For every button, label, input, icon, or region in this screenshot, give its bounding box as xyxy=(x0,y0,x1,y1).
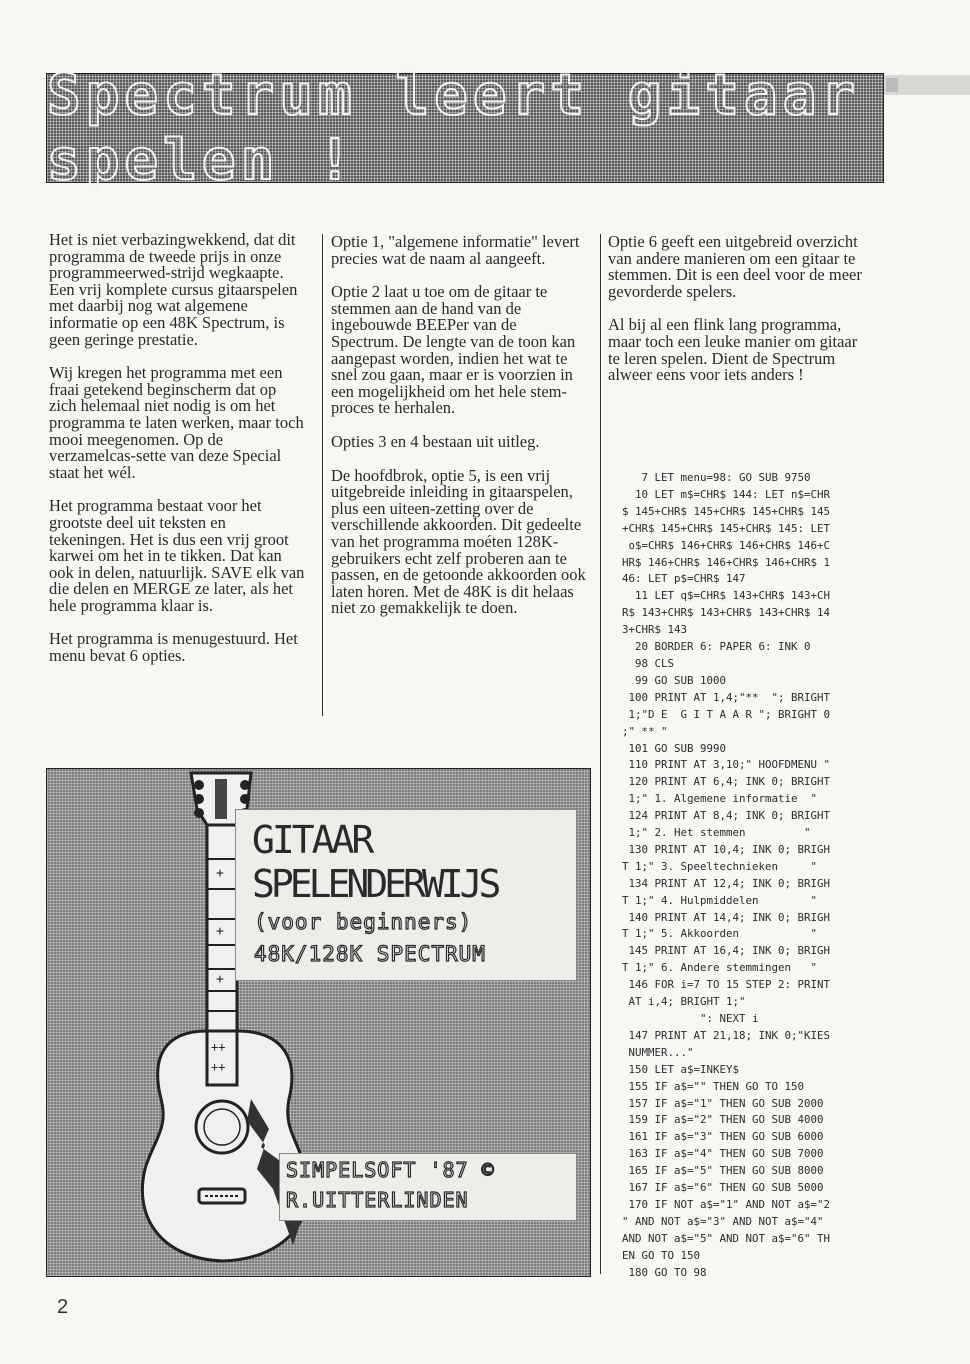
code-line: T 1;" 5. Akkoorden " xyxy=(622,927,818,941)
svg-text:+: + xyxy=(216,866,224,881)
code-line: R$ 143+CHR$ 143+CHR$ 143+CHR$ 14 xyxy=(622,606,831,620)
code-line: 146 FOR i=7 TO 15 STEP 2: PRINT xyxy=(622,978,831,992)
paragraph: Optie 1, "algemene informatie" levert precies wat de naam al aangeeft. xyxy=(331,232,580,268)
game-subtitle: (voor beginners) xyxy=(254,910,473,934)
code-line: NUMMER..." xyxy=(622,1045,694,1059)
article-column-1 xyxy=(49,232,305,682)
code-line: 20 BORDER 6: PAPER 6: INK 0 xyxy=(622,640,811,654)
paragraph: Het is niet verbazingwekkend, dat dit programma de tweede prijs in onze programmeerwed-strijd wegkaapte. Een vrij komplete cursus gitaarspelen met daarbij nog wat algemene informatie op een 48K Spectrum, is geen geringe prestatie. xyxy=(49,230,298,349)
game-title-line-2: SPELENDERWIJS xyxy=(252,862,498,906)
article-column-2 xyxy=(331,234,587,634)
code-line: 99 GO SUB 1000 xyxy=(622,673,727,687)
code-line: 170 IF NOT a$="1" AND NOT a$="2 xyxy=(622,1197,831,1211)
paragraph: Het programma bestaat voor het grootste deel uit teksten en tekeningen. Het is dus een vrij groot karwei om het in te tikken. Dat kan ook in delen, natuurlijk. SAVE elk van die delen en MERGE ze later, als het hele programma klaar is. xyxy=(49,496,305,615)
code-line: AND NOT a$="5" AND NOT a$="6" TH xyxy=(622,1231,831,1245)
code-line: 3+CHR$ 143 xyxy=(622,623,688,637)
code-line: AT i,4; BRIGHT 1;" xyxy=(622,995,746,1009)
paragraph: Al bij al een flink lang programma, maar toch een leuke manier om gitaar te leren spelen. Dient de Spectrum alweer eens voor iets anders ! xyxy=(608,315,858,385)
code-line: 124 PRINT AT 8,4; INK 0; BRIGHT xyxy=(622,809,831,823)
game-title-line-1: GITAAR xyxy=(252,818,372,862)
edge-tab-decoration xyxy=(884,75,970,95)
paragraph: De hoofdbrok, optie 5, is een vrij uitgebreide inleiding in gitaarspelen, plus een uiteen-zetting over de verschillende akkoorden. Dit gedeelte van het programma moéten 128K-gebruikers echt zelf proberen aan te passen, en de getoonde akkoorden ook laten horen. Met de 48K is dit helaas niet zo gemakkelijk te doen. xyxy=(331,465,586,618)
code-line: 134 PRINT AT 12,4; INK 0; BRIGH xyxy=(622,876,831,890)
code-line: 46: LET p$=CHR$ 147 xyxy=(622,572,746,586)
page-number: 2 xyxy=(57,1296,69,1318)
code-line: 110 PRINT AT 3,10;" HOOFDMENU " xyxy=(622,758,831,772)
svg-text:+: + xyxy=(216,972,224,987)
code-line: 147 PRINT AT 21,18; INK 0;"KIES xyxy=(622,1028,831,1042)
paragraph: Optie 6 geeft een uitgebreid overzicht van andere manieren om een gitaar te stemmen. Dit is een deel voor de meer gevorderde spelers. xyxy=(608,232,862,301)
code-line: 120 PRINT AT 6,4; INK 0; BRIGHT xyxy=(622,775,831,789)
code-line: 1;" 1. Algemene informatie " xyxy=(622,792,818,806)
code-line: 10 LET m$=CHR$ 144: LET n$=CHR xyxy=(622,487,831,501)
code-line: ": NEXT i xyxy=(622,1012,759,1025)
code-line: 180 GO TO 98 xyxy=(622,1265,707,1279)
code-line: 161 IF a$="3" THEN GO SUB 6000 xyxy=(622,1130,824,1144)
svg-text:+: + xyxy=(216,924,224,939)
code-line: 98 CLS xyxy=(622,656,675,670)
code-line: ;" ** " xyxy=(622,724,668,738)
code-line: EN GO TO 150 xyxy=(622,1248,701,1262)
code-line: o$=CHR$ 146+CHR$ 146+CHR$ 146+C xyxy=(622,538,831,552)
paragraph: Optie 2 laat u toe om de gitaar te stemmen aan de hand van de ingebouwde BEEPer van de Spectrum. De lengte van de toon kan aangepast worden, indien het wat te snel zou gaan, maar er is voorzien in een mogelijkheid om het hele stem-proces te herhalen. xyxy=(331,282,576,418)
title-screen-image xyxy=(46,768,591,1277)
article-column-3 xyxy=(608,234,868,401)
paragraph: Wij kregen het programma met een fraai getekend beginscherm dat op zich helemaal niet nodig is om het programma te laten werken, maar toch mooi meegenomen. Op de verzamelcas-sette van deze Special staat het wél. xyxy=(49,363,304,482)
paragraph: Het programma is menugestuurd. Het menu bevat 6 opties. xyxy=(49,629,298,666)
basic-program-listing xyxy=(622,470,880,1282)
title-box xyxy=(235,809,577,981)
code-line: 1;" 2. Het stemmen " xyxy=(622,826,811,840)
code-line: $ 145+CHR$ 145+CHR$ 145+CHR$ 145 xyxy=(622,504,831,518)
paragraph: Opties 3 en 4 bestaan uit uitleg. xyxy=(331,431,540,451)
code-line: 130 PRINT AT 10,4; INK 0; BRIGH xyxy=(622,842,831,856)
code-line: T 1;" 6. Andere stemmingen " xyxy=(622,961,818,975)
code-line: T 1;" 4. Hulpmiddelen " xyxy=(622,893,818,907)
code-line: 145 PRINT AT 16,4; INK 0; BRIGH xyxy=(622,944,831,958)
title-banner xyxy=(46,63,884,193)
code-line: " AND NOT a$="3" AND NOT a$="4" xyxy=(622,1214,824,1228)
code-line: +CHR$ 145+CHR$ 145+CHR$ 145: LET xyxy=(622,521,831,535)
code-line: 165 IF a$="5" THEN GO SUB 8000 xyxy=(622,1164,824,1178)
code-line: 7 LET menu=98: GO SUB 9750 xyxy=(622,471,811,484)
code-line: 140 PRINT AT 14,4; INK 0; BRIGH xyxy=(622,910,831,924)
code-line: 101 GO SUB 9990 xyxy=(622,741,727,755)
svg-text:++: ++ xyxy=(211,1040,226,1054)
code-line: 159 IF a$="2" THEN GO SUB 4000 xyxy=(622,1113,824,1127)
column-divider-right xyxy=(600,234,601,1274)
code-line: 157 IF a$="1" THEN GO SUB 2000 xyxy=(622,1096,824,1110)
author-credit: R.UITTERLINDEN xyxy=(286,1188,469,1212)
page-title: Spectrum leert gitaar spelen ! xyxy=(47,63,861,193)
code-line: 100 PRINT AT 1,4;"** "; BRIGHT xyxy=(622,690,831,704)
code-line: 163 IF a$="4" THEN GO SUB 7000 xyxy=(622,1147,824,1161)
code-line: 150 LET a$=INKEY$ xyxy=(622,1062,740,1076)
platform-label: 48K/128K SPECTRUM xyxy=(254,942,486,966)
code-line: 167 IF a$="6" THEN GO SUB 5000 xyxy=(622,1181,824,1195)
code-line: 11 LET q$=CHR$ 143+CHR$ 143+CH xyxy=(622,589,831,603)
code-line: HR$ 146+CHR$ 146+CHR$ 146+CHR$ 1 xyxy=(622,555,831,569)
credits-box xyxy=(279,1153,577,1221)
code-line: T 1;" 3. Speeltechnieken " xyxy=(622,859,818,873)
svg-text:++: ++ xyxy=(211,1060,226,1074)
publisher-credit: SIMPELSOFT '87 © xyxy=(286,1158,495,1182)
code-line: 1;"D E G I T A A R "; BRIGHT 0 xyxy=(622,707,831,721)
code-line: 155 IF a$="" THEN GO TO 150 xyxy=(622,1079,805,1093)
column-divider-left xyxy=(322,234,323,716)
